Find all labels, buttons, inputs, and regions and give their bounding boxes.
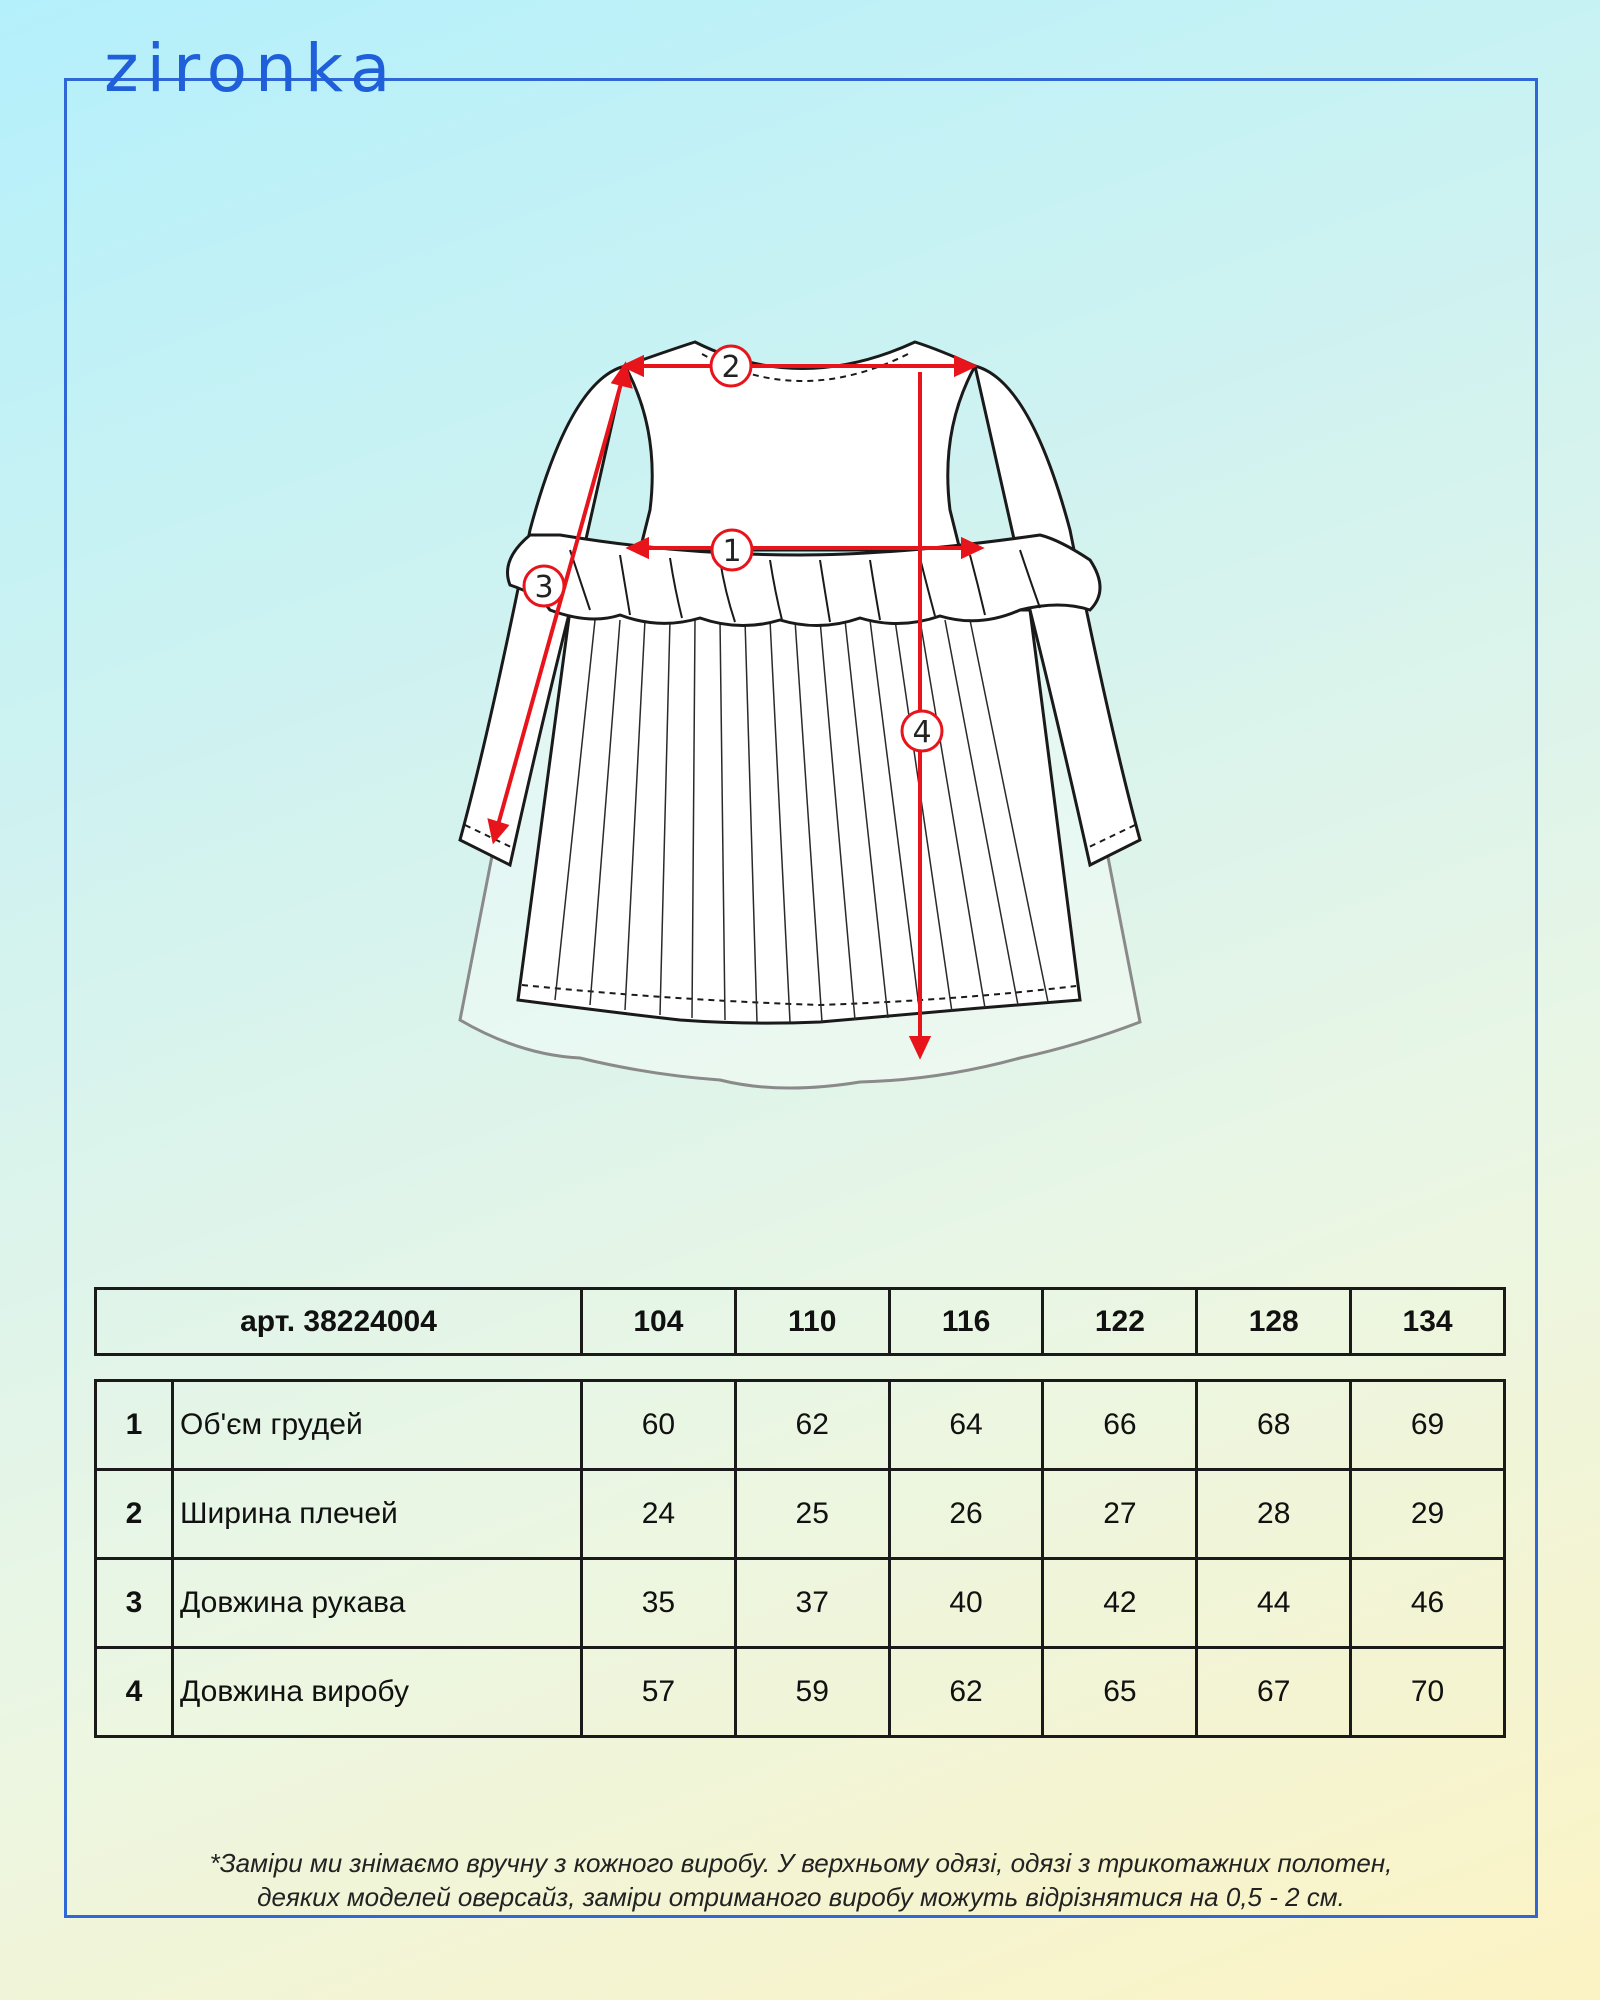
size-134: 134 [1351,1289,1505,1355]
svg-text:2: 2 [721,350,741,385]
size-table-header [94,1287,1506,1356]
footnote-line-1: *Заміри ми знімаємо вручну з кожного виробу. У верхньому одязі, одязі з трикотажних полотен, [209,1848,1393,1878]
size-116: 116 [889,1289,1043,1355]
table-row: 3 Довжина рукава 35 37 40 42 44 46 [96,1559,1505,1648]
marker-2 [711,346,751,386]
svg-text:4: 4 [912,715,932,750]
dress-measurement-diagram [420,310,1180,1110]
svg-text:3: 3 [534,570,554,605]
table-row: 4 Довжина виробу 57 59 62 65 67 70 [96,1648,1505,1737]
marker-4 [902,711,942,751]
table-row: 1 Об'єм грудей 60 62 64 66 68 69 [96,1381,1505,1470]
footnote-line-2: деяких моделей оверсайз, заміри отриманого виробу можуть відрізнятися на 0,5 - 2 см. [257,1882,1345,1912]
size-110: 110 [735,1289,889,1355]
measurement-footnote [64,1846,1538,1914]
size-128: 128 [1197,1289,1351,1355]
brand-logo: zironka [104,30,399,107]
marker-3 [524,566,564,606]
size-table-body [94,1379,1506,1738]
svg-text:1: 1 [722,534,742,569]
size-104: 104 [582,1289,736,1355]
size-122: 122 [1043,1289,1197,1355]
marker-1 [712,530,752,570]
table-row: 2 Ширина плечей 24 25 26 27 28 29 [96,1470,1505,1559]
article-number: арт. 38224004 [96,1289,582,1355]
bodice-outline [625,342,975,550]
